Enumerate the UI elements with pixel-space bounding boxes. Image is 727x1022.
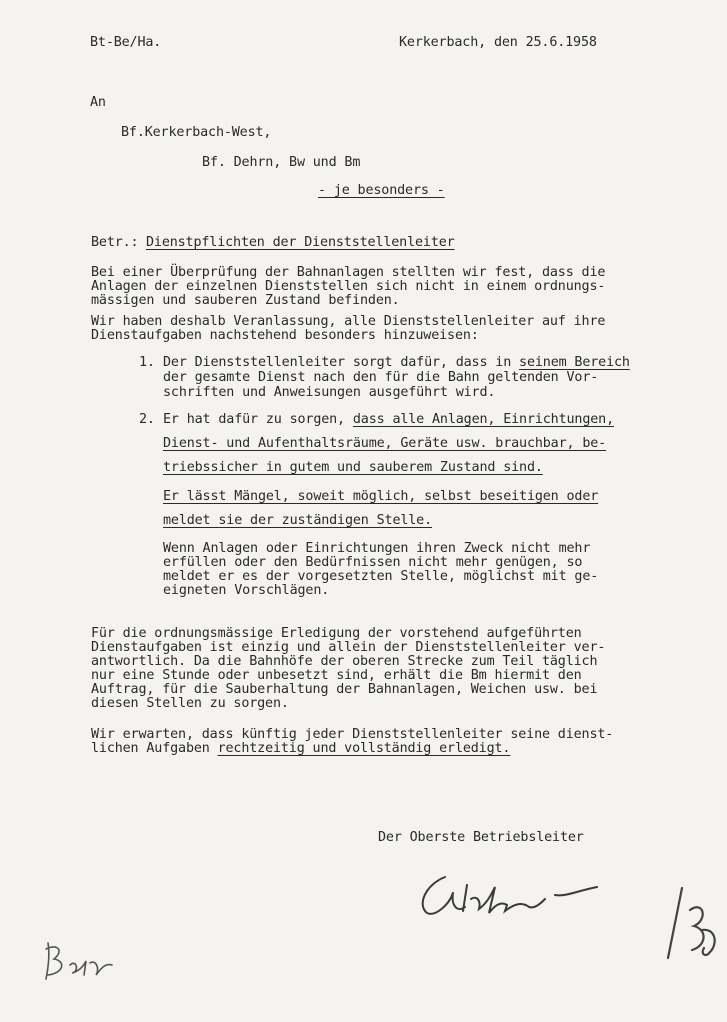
intro-line: mässigen und sauberen Zustand befinden.: [91, 293, 400, 308]
item-2-paragraph-line: erfüllen oder den Bedürfnissen nicht mehr genügen, so: [163, 555, 583, 570]
closing-line: antwortlich. Da die Bahnhöfe der oberen Strecke zum Teil täglich: [91, 654, 598, 669]
item-2-line: Er lässt Mängel, soweit möglich, selbst beseitigen oder: [163, 489, 599, 504]
closing-line: Auftrag, für die Sauberhaltung der Bahnanlagen, Weichen usw. bei: [91, 682, 598, 697]
closing-line: Dienstaufgaben ist einzig und allein der Dienststellenleiter ver-: [91, 640, 606, 655]
handwritten-mark: [40, 935, 120, 985]
subject-label: Betr.:: [91, 235, 139, 250]
address-an: An: [90, 95, 106, 110]
intro-line: Wir haben deshalb Veranlassung, alle Dienststellenleiter auf ihre: [91, 314, 606, 329]
address-line-1: Bf.Kerkerbach-West,: [121, 125, 272, 140]
item-1-line: schriften und Anweisungen ausgeführt wird.: [163, 385, 496, 400]
handwritten-signature: [405, 865, 605, 925]
handwritten-initials: [660, 880, 725, 970]
item-2-line: [163, 412, 614, 427]
item-2-paragraph-line: Wenn Anlagen oder Einrichtungen ihren Zweck nicht mehr: [163, 541, 591, 556]
place-date: Kerkerbach, den 25.6.1958: [399, 35, 597, 50]
item-1-underlined: seinem Bereich: [519, 355, 630, 370]
item-1-text: Der Dienststellenleiter sorgt dafür, dass in: [163, 355, 520, 370]
final-underlined: rechtzeitig und vollständig erledigt.: [217, 741, 511, 756]
reference-code: Bt-Be/Ha.: [90, 35, 162, 50]
item-2-paragraph-line: meldet er es der vorgesetzten Stelle, möglichst mit ge-: [163, 569, 599, 584]
final-line: [91, 741, 510, 756]
item-1-line: der gesamte Dienst nach den für die Bahn geltenden Vor-: [163, 370, 599, 385]
item-2-line: triebssicher in gutem und sauberem Zustand sind.: [163, 460, 543, 475]
address-line-2: Bf. Dehrn, Bw und Bm: [202, 155, 361, 170]
item-2-text: Er hat dafür zu sorgen,: [163, 412, 353, 427]
closing-line: Für die ordnungsmässige Erledigung der vorstehend aufgeführten: [91, 626, 582, 641]
item-1-line: [163, 355, 630, 370]
subject-text: Dienstpflichten der Dienststellenleiter: [146, 235, 455, 250]
item-2-underlined: dass alle Anlagen, Einrichtungen,: [352, 412, 614, 427]
item-2-line: meldet sie der zuständigen Stelle.: [163, 513, 433, 528]
final-text: lichen Aufgaben: [91, 741, 218, 756]
item-1-number: 1.: [139, 355, 155, 370]
intro-line: Anlagen der einzelnen Dienststellen sich nicht in einem ordnungs-: [91, 279, 606, 294]
closing-line: diesen Stellen zu sorgen.: [91, 696, 289, 711]
intro-line: Bei einer Überprüfung der Bahnanlagen stellten wir fest, dass die: [91, 265, 606, 280]
final-line: Wir erwarten, dass künftig jeder Dienststellenleiter seine dienst-: [91, 727, 614, 742]
closing-line: nur eine Stunde oder unbesetzt sind, erhält die Bm hiermit den: [91, 668, 582, 683]
item-2-number: 2.: [139, 412, 155, 427]
item-2-line: Dienst- und Aufenthaltsräume, Geräte usw. brauchbar, be-: [163, 436, 607, 451]
signature-title: Der Oberste Betriebsleiter: [378, 830, 584, 845]
intro-line: Dienstaufgaben nachstehend besonders hinzuweisen:: [91, 328, 479, 343]
item-2-paragraph-line: eigneten Vorschlägen.: [163, 583, 330, 598]
address-line-3: - je besonders -: [318, 183, 445, 198]
